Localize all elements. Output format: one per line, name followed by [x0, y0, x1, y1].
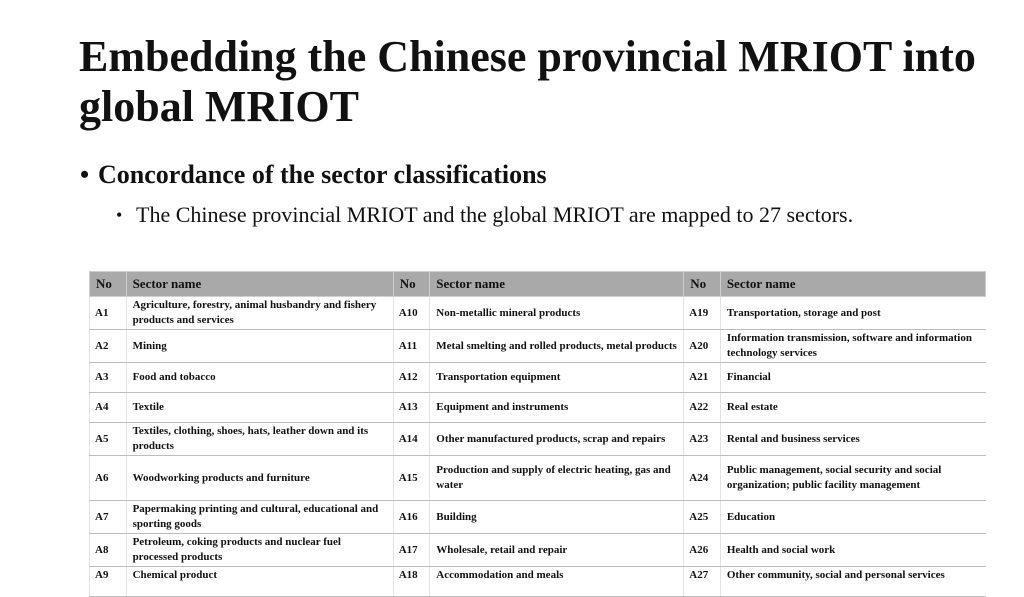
- sector-no: A23: [684, 423, 721, 456]
- sector-no: A8: [90, 534, 127, 567]
- sector-name: Other manufactured products, scrap and repairs: [430, 423, 684, 456]
- table-row: [90, 423, 986, 456]
- sector-no: A22: [684, 393, 721, 423]
- sector-name: Agriculture, forestry, animal husbandry and fishery products and services: [126, 297, 393, 330]
- sector-name: Education: [720, 501, 985, 534]
- sector-no: A24: [684, 456, 721, 501]
- sector-no: A26: [684, 534, 721, 567]
- header-no-1: No: [90, 272, 127, 297]
- sector-name: Other community, social and personal services: [720, 567, 985, 597]
- sector-name: Papermaking printing and cultural, educational and sporting goods: [126, 501, 393, 534]
- sector-name: Equipment and instruments: [430, 393, 684, 423]
- table-row: [90, 297, 986, 330]
- sector-no: A17: [393, 534, 430, 567]
- sector-no: A14: [393, 423, 430, 456]
- sector-name: Rental and business services: [720, 423, 985, 456]
- sector-name: Petroleum, coking products and nuclear fuel processed products: [126, 534, 393, 567]
- table-row: [90, 567, 986, 597]
- sector-no: A7: [90, 501, 127, 534]
- sector-no: A18: [393, 567, 430, 597]
- sector-no: A5: [90, 423, 127, 456]
- slide-title: Embedding the Chinese provincial MRIOT into global MRIOT: [79, 32, 976, 131]
- header-no-3: No: [684, 272, 721, 297]
- bullet-dot-icon: •: [80, 160, 90, 189]
- sector-no: A4: [90, 393, 127, 423]
- sector-no: A6: [90, 456, 127, 501]
- sector-name: Metal smelting and rolled products, metal products: [430, 330, 684, 363]
- header-sector-name-2: Sector name: [430, 272, 684, 297]
- sector-name: Building: [430, 501, 684, 534]
- sector-no: A13: [393, 393, 430, 423]
- sector-name: Mining: [126, 330, 393, 363]
- bullet-level1: [80, 158, 547, 192]
- table-row: [90, 330, 986, 363]
- table-row: [90, 534, 986, 567]
- sector-name: Financial: [720, 363, 985, 393]
- bullet-level2: [116, 200, 896, 230]
- sector-no: A20: [684, 330, 721, 363]
- sector-name: Woodworking products and furniture: [126, 456, 393, 501]
- sector-no: A15: [393, 456, 430, 501]
- sector-name: Health and social work: [720, 534, 985, 567]
- sector-concordance-table: [89, 271, 986, 597]
- sector-no: A1: [90, 297, 127, 330]
- sector-no: A2: [90, 330, 127, 363]
- table-row: [90, 456, 986, 501]
- sector-no: A10: [393, 297, 430, 330]
- sector-name: Public management, social security and social organization; public facility management: [720, 456, 985, 501]
- sector-no: A25: [684, 501, 721, 534]
- sector-no: A19: [684, 297, 721, 330]
- sector-name: Food and tobacco: [126, 363, 393, 393]
- bullet-level1-text: Concordance of the sector classifications: [98, 160, 547, 189]
- sector-name: Information transmission, software and information technology services: [720, 330, 985, 363]
- bullet-dot-icon: •: [116, 205, 123, 225]
- table-row: [90, 501, 986, 534]
- sector-no: A12: [393, 363, 430, 393]
- sector-name: Wholesale, retail and repair: [430, 534, 684, 567]
- header-no-2: No: [393, 272, 430, 297]
- sector-no: A11: [393, 330, 430, 363]
- header-sector-name-3: Sector name: [720, 272, 985, 297]
- sector-name: Accommodation and meals: [430, 567, 684, 597]
- sector-no: A27: [684, 567, 721, 597]
- sector-name: Chemical product: [126, 567, 393, 597]
- sector-name: Production and supply of electric heating, gas and water: [430, 456, 684, 501]
- sector-name: Transportation equipment: [430, 363, 684, 393]
- table-row: [90, 363, 986, 393]
- sector-no: A3: [90, 363, 127, 393]
- bullet-level2-text: The Chinese provincial MRIOT and the global MRIOT are mapped to 27 sectors.: [136, 202, 854, 227]
- sector-name: Textile: [126, 393, 393, 423]
- table-row: [90, 393, 986, 423]
- sector-no: A9: [90, 567, 127, 597]
- sector-name: Textiles, clothing, shoes, hats, leather down and its products: [126, 423, 393, 456]
- sector-name: Non-metallic mineral products: [430, 297, 684, 330]
- sector-name: Transportation, storage and post: [720, 297, 985, 330]
- header-sector-name-1: Sector name: [126, 272, 393, 297]
- sector-no: A16: [393, 501, 430, 534]
- sector-no: A21: [684, 363, 721, 393]
- table-header-row: [90, 272, 986, 297]
- sector-name: Real estate: [720, 393, 985, 423]
